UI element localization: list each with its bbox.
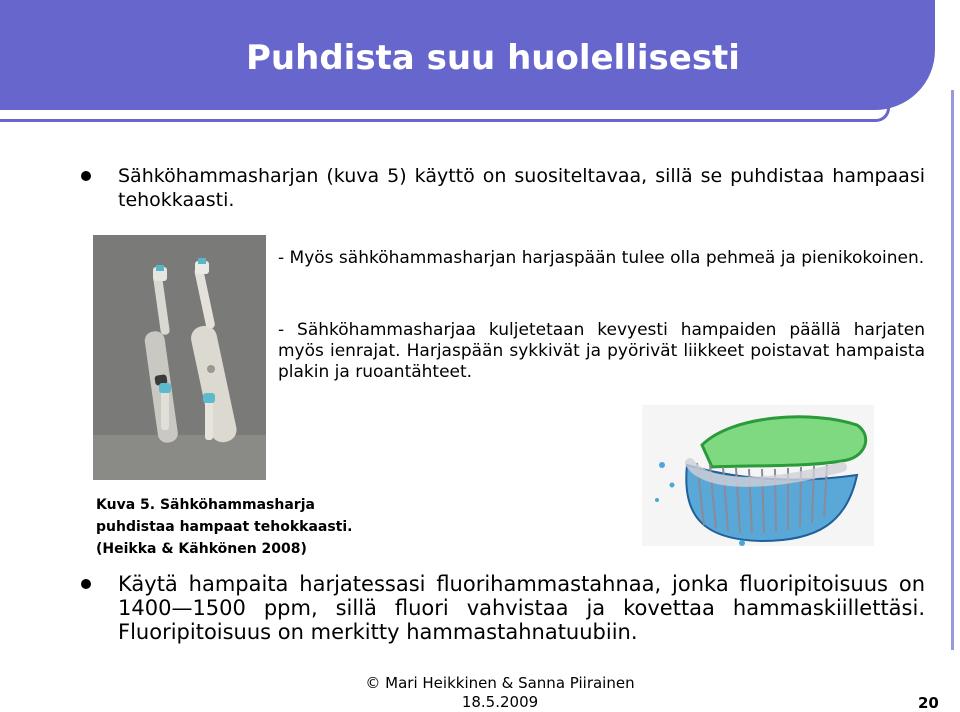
caption-line: puhdistaa hampaat tehokkaasti. — [96, 519, 353, 535]
caption-line: Kuva 5. Sähköhammasharja — [96, 497, 315, 513]
footer — [340, 674, 660, 712]
subpoint-brush-head: - Myös sähköhammasharjan harjaspään tulee olla pehmeä ja pienikokoinen. — [278, 248, 925, 268]
bullet-dot — [81, 579, 91, 589]
bullet-text-electric-brush: Sähköhammasharjan (kuva 5) käyttö on suositeltavaa, sillä se puhdistaa hampaasi tehokkaasti. — [118, 165, 925, 211]
electric-toothbrushes-photo — [93, 235, 266, 480]
caption-line: (Heikka & Kähkönen 2008) — [96, 541, 307, 557]
right-border-line — [951, 90, 954, 650]
title-underline-decoration — [0, 108, 890, 122]
figure-caption — [96, 494, 352, 560]
slide-title: Puhdista suu huolellisesti — [246, 38, 740, 78]
page-number: 20 — [918, 694, 939, 712]
bullet-dot — [81, 171, 91, 181]
subpoint-brushing-technique: - Sähköhammasharjaa kuljetetaan kevyesti hampaiden päällä harjaten myös ienrajat. Harjaspään sykkivät ja pyörivät liikkeet poistavat hampaista plakin ja ruoantähteet. — [278, 320, 925, 382]
bullet-text-fluoride: Käytä hampaita harjatessasi fluorihammastahnaa, jonka fluoripitoisuus on 1400—1500 ppm, sillä fluori vahvistaa ja kovettaa hammaskiillettäsi. Fluoripitoisuus on merkitty hammastahnatuubiin. — [118, 572, 925, 644]
footer-author: © Mari Heikkinen & Sanna Piirainen — [365, 674, 635, 692]
footer-date: 18.5.2009 — [461, 693, 539, 711]
toothbrush-drawing-illustration — [642, 405, 874, 546]
electric-toothbrushes-illustration — [93, 235, 266, 480]
toothbrush-on-tooth-drawing — [642, 405, 874, 546]
